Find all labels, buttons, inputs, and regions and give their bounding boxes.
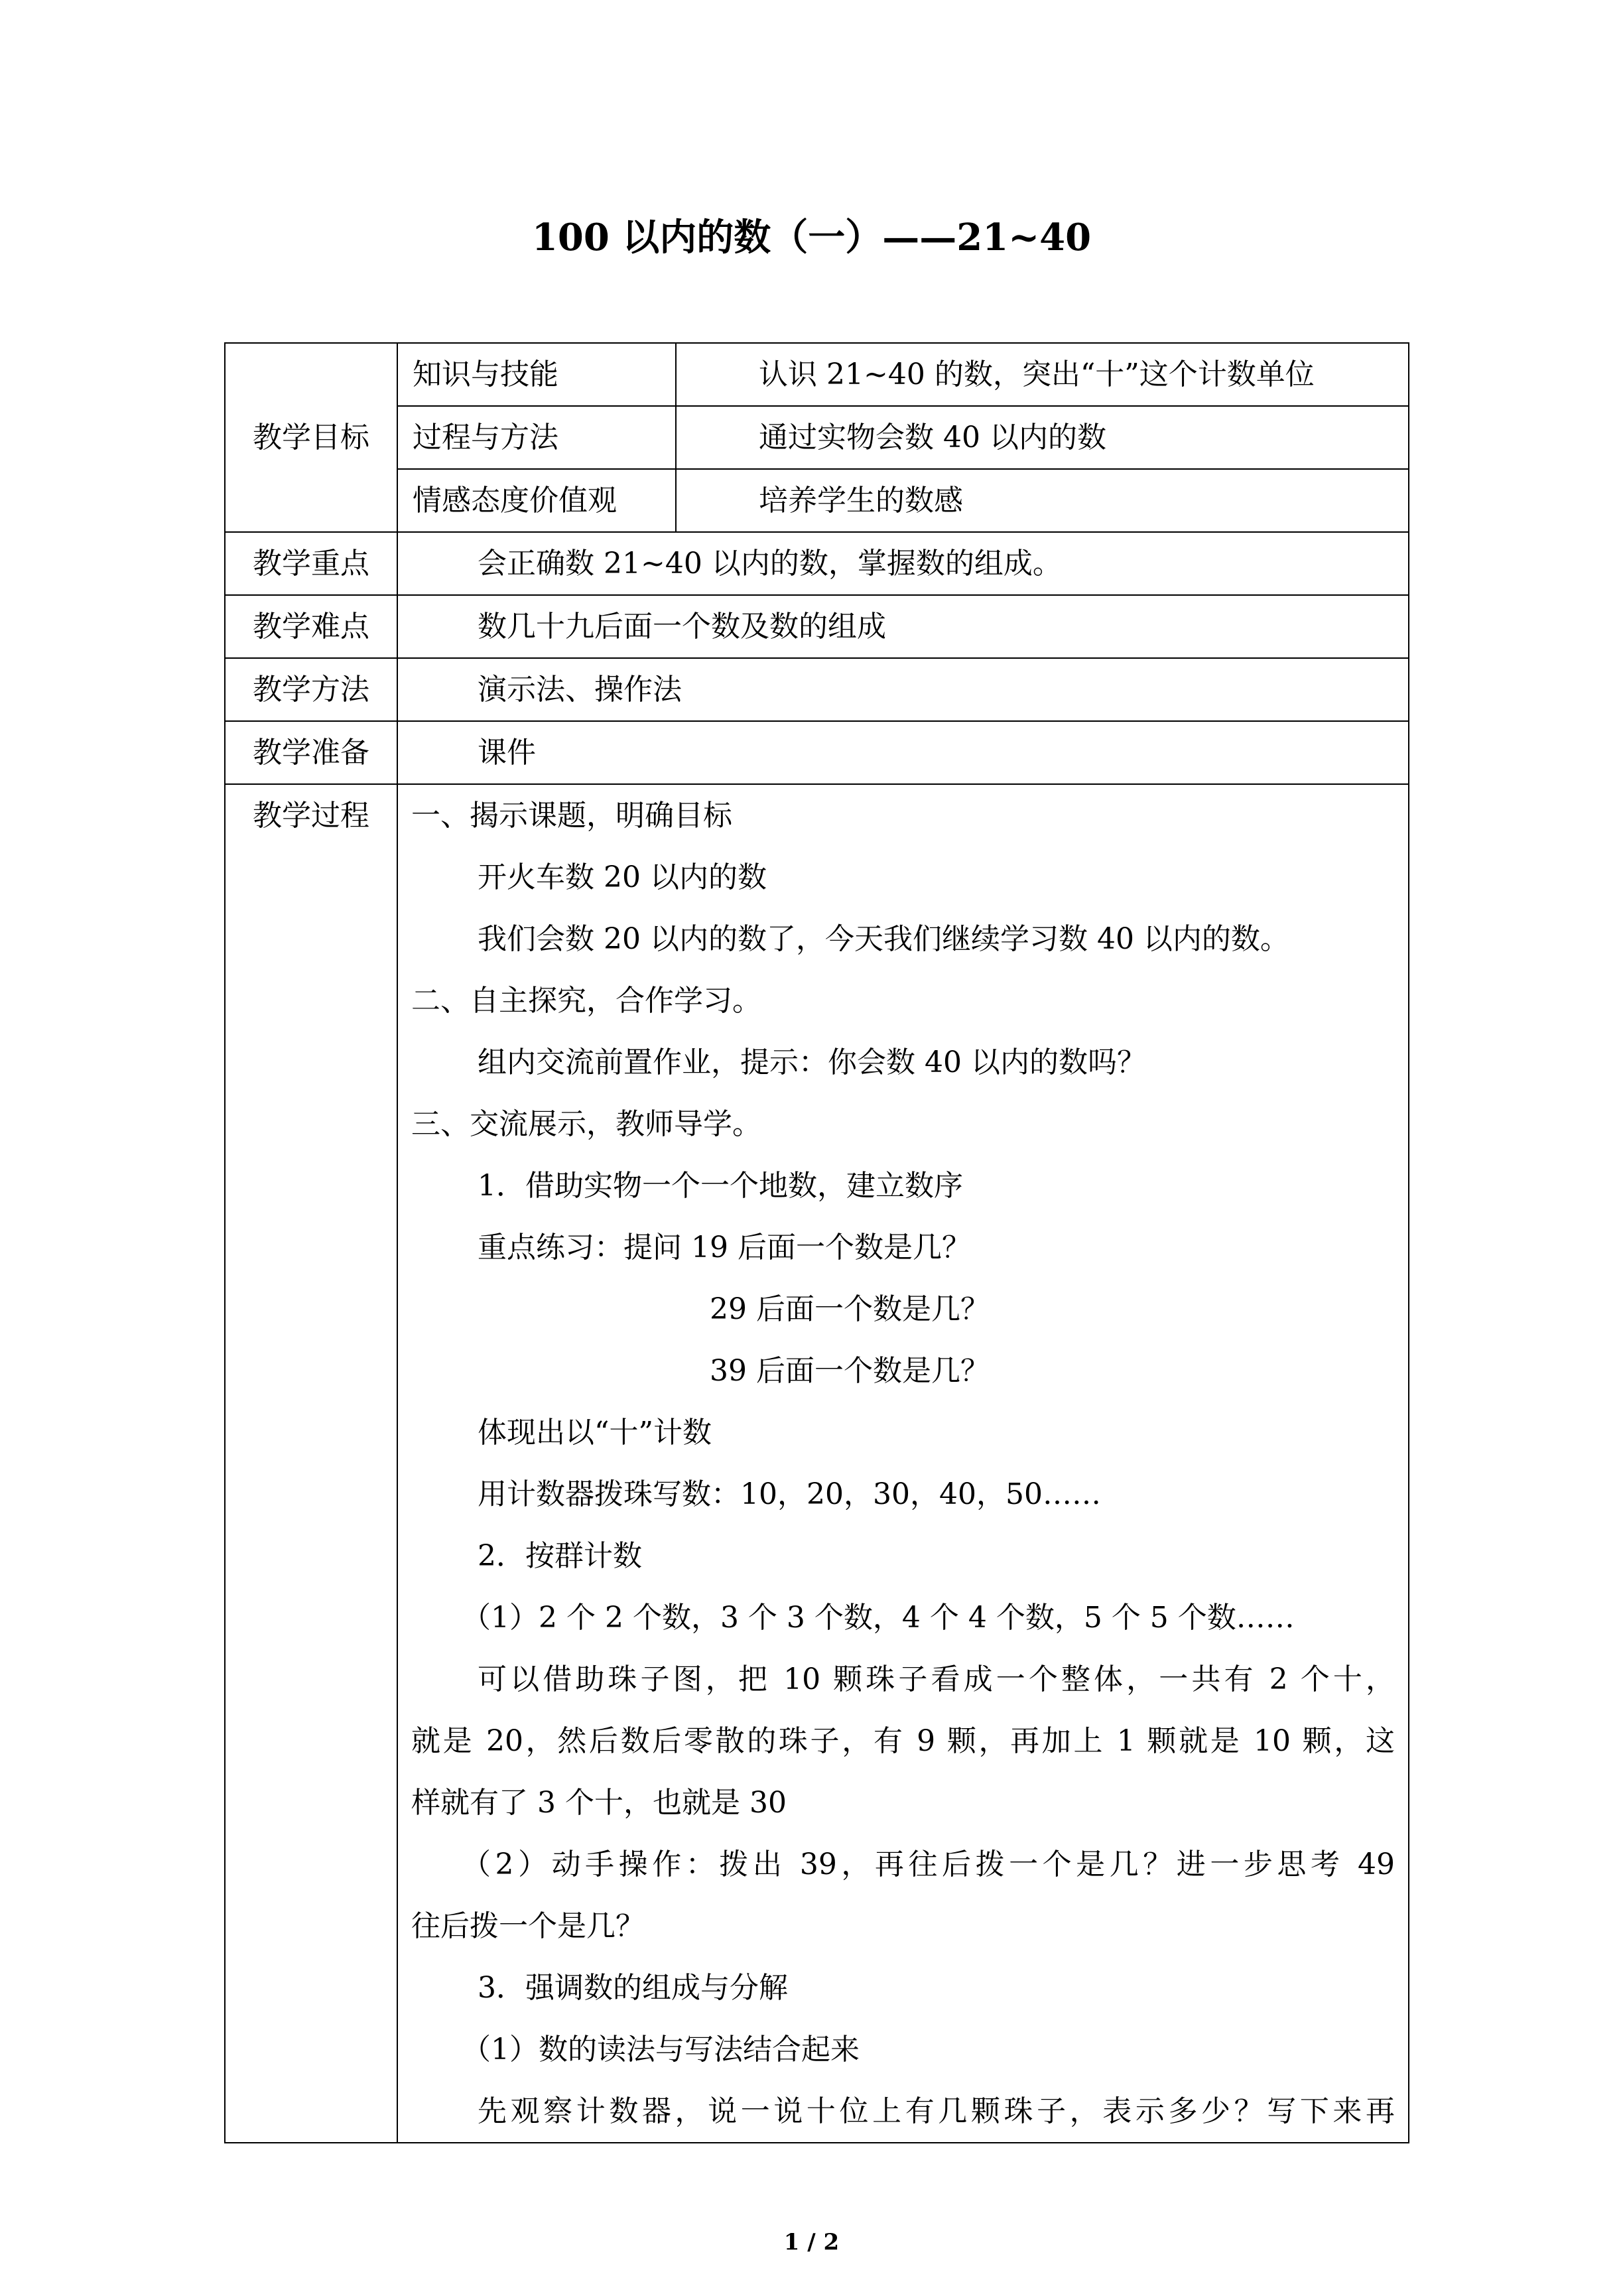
process-line: 用计数器拨珠写数：10，20，30，40，50…… (478, 1477, 1101, 1511)
process-line: 样就有了 3 个十，也就是 30 (411, 1786, 787, 1820)
methods-row (225, 658, 1409, 721)
process-line: 3．强调数的组成与分解 (478, 1971, 788, 2005)
objective-row (225, 406, 1409, 469)
difficulties-label: 教学难点 (225, 595, 397, 658)
key-points-label: 教学重点 (225, 532, 397, 595)
objective-row (225, 343, 1409, 406)
process-line: 一、揭示课题，明确目标 (411, 799, 732, 833)
difficulties-value: 数几十九后面一个数及数的组成 (397, 595, 1409, 658)
process-line: 三、交流展示，教师导学。 (411, 1107, 761, 1141)
lesson-plan-table (224, 342, 1409, 2143)
objective-value: 通过实物会数 40 以内的数 (676, 406, 1409, 469)
objective-category: 过程与方法 (397, 406, 676, 469)
preparation-row (225, 721, 1409, 784)
process-line: 先观察计数器，说一说十位上有几颗珠子，表示多少？写下来再 (478, 2094, 1395, 2128)
page-number: 1 / 2 (783, 2229, 840, 2256)
process-line: （1）2 个 2 个数，3 个 3 个数，4 个 4 个数，5 个 5 个数…… (462, 1601, 1295, 1635)
difficulties-row (225, 595, 1409, 658)
process-line: 组内交流前置作业，提示：你会数 40 以内的数吗？ (478, 1046, 1146, 1079)
process-line: 2．按群计数 (478, 1539, 642, 1573)
objectives-label: 教学目标 (225, 343, 397, 532)
objective-category: 知识与技能 (397, 343, 676, 406)
objective-row (225, 469, 1409, 532)
process-line: 体现出以“十”计数 (478, 1416, 712, 1450)
process-line: 39 后面一个数是几？ (710, 1354, 990, 1388)
page-title: 100 以内的数（一）——21~40 (531, 216, 1092, 259)
process-line: 可以借助珠子图，把 10 颗珠子看成一个整体，一共有 2 个十， (478, 1662, 1395, 1696)
process-line: （2）动手操作：拨出 39，再往后拨一个是几？进一步思考 49 (462, 1848, 1395, 1881)
methods-label: 教学方法 (225, 658, 397, 721)
process-line: 重点练习：提问 19 后面一个数是几？ (478, 1231, 971, 1264)
process-line: （1）数的读法与写法结合起来 (462, 2033, 860, 2066)
key-points-row (225, 532, 1409, 595)
process-line: 29 后面一个数是几？ (710, 1292, 990, 1326)
process-line: 开火车数 20 以内的数 (478, 860, 767, 894)
objective-value: 认识 21~40 的数，突出“十”这个计数单位 (676, 343, 1409, 406)
objective-category: 情感态度价值观 (397, 469, 676, 532)
process-line: 我们会数 20 以内的数了，今天我们继续学习数 40 以内的数。 (478, 922, 1289, 956)
process-line: 就是 20，然后数后零散的珠子，有 9 颗，再加上 1 颗就是 10 颗，这 (411, 1724, 1395, 1758)
process-line: 1．借助实物一个一个地数，建立数序 (478, 1169, 963, 1203)
process-content (397, 784, 1409, 2143)
preparation-value: 课件 (397, 721, 1409, 784)
process-row (225, 784, 1409, 2143)
objective-value: 培养学生的数感 (676, 469, 1409, 532)
process-line: 二、自主探究，合作学习。 (411, 984, 761, 1018)
preparation-label: 教学准备 (225, 721, 397, 784)
key-points-value: 会正确数 21~40 以内的数，掌握数的组成。 (397, 532, 1409, 595)
process-line: 往后拨一个是几？ (411, 1909, 645, 1943)
methods-value: 演示法、操作法 (397, 658, 1409, 721)
process-label: 教学过程 (225, 784, 397, 2143)
